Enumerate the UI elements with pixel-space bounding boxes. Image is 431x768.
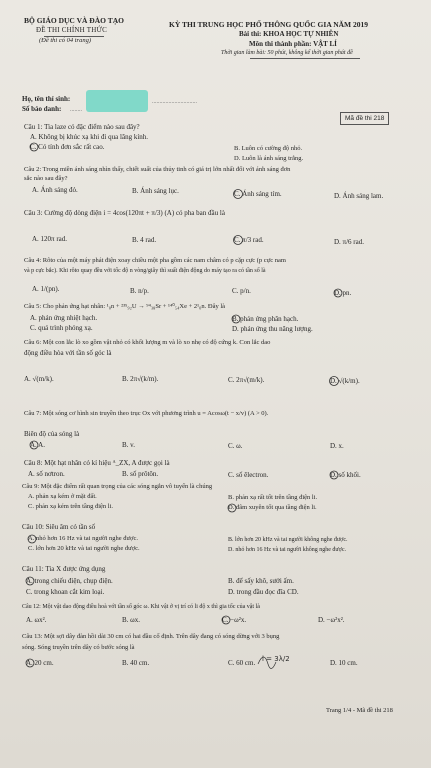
- question-3-option-c: C. π/3 rad.: [234, 236, 264, 244]
- question-4-stem-cont: và p cực bắc). Khi rôto quay đều với tốc độ n vòng/giây thì suất điện động do máy tạo ra có tần số là: [24, 268, 266, 274]
- question-2-stem: Câu 2: Trong miền ánh sáng nhìn thấy, chiết suất của thủy tinh có giá trị lớn nhất đối với ánh sáng đơn: [24, 166, 291, 173]
- ministry-name: BỘ GIÁO DỤC VÀ ĐÀO TẠO: [24, 16, 124, 25]
- question-12-option-a: A. ωx².: [26, 616, 47, 624]
- question-9-stem: Câu 9: Một đặc điểm rất quan trọng của các sóng ngắn vô tuyến là chúng: [22, 483, 213, 490]
- question-6-option-b: B. 2π√(k/m).: [122, 375, 159, 383]
- exam-time: Thời gian làm bài: 50 phút, không kể thời gian phát đề: [221, 50, 353, 56]
- question-9-option-a: A. phản xạ kém ở mặt đất.: [28, 493, 97, 500]
- question-1-option-c: C. Có tính đơn sắc rất cao.: [30, 143, 105, 151]
- question-3-option-a: A. 120π rad.: [32, 235, 68, 243]
- question-5-stem: Câu 5: Cho phản ứng hạt nhân: ¹₀n + ²³⁵₉₂U → ⁹⁴₃₈Sr + ¹⁴⁰₅₄Xe + 2¹₀n. Đây là: [24, 303, 226, 310]
- question-9-option-d: D. đâm xuyên tốt qua tầng điện li.: [228, 504, 317, 511]
- question-10-option-a: A. nhỏ hơn 16 Hz và tai người nghe được.: [28, 535, 138, 542]
- question-6-option-c: C. 2π√(m/k).: [228, 376, 265, 384]
- question-7-stem-cont: Biên độ của sóng là: [24, 430, 80, 438]
- question-12-stem: Câu 12: Một vật dao động điều hoà với tần số góc ω. Khi vật ở vị trí có li độ x thì gia tốc của vật là: [22, 604, 260, 610]
- question-4-option-a: A. 1/(pn).: [32, 285, 60, 293]
- question-7-option-a: A. A.: [30, 441, 45, 449]
- question-8-option-d: D. số khối.: [330, 471, 361, 479]
- question-5-option-c: C. quá trình phóng xạ.: [30, 324, 93, 332]
- candidate-number-label: Số báo danh:: [22, 105, 62, 113]
- question-7-option-b: B. v.: [122, 441, 135, 449]
- question-3-option-d: D. π/6 rad.: [334, 238, 364, 246]
- question-11-option-c: C. trong khoan cắt kim loại.: [26, 588, 105, 596]
- handwritten-note: l = 3λ/2: [262, 655, 290, 663]
- exam-code-box: Mã đề thi 218: [340, 112, 389, 125]
- question-7-stem: Câu 7: Một sóng cơ hình sin truyền theo trục Ox với phương trình u = Acosω(t − x/v) (A > 0).: [24, 410, 269, 417]
- question-8-stem: Câu 8: Một hạt nhân có kí hiệu ᴬ_ZX, A được gọi là: [24, 459, 170, 467]
- question-9-option-b: B. phản xạ rất tốt trên tầng điện li.: [228, 494, 318, 501]
- question-6-stem: Câu 6: Một con lắc lò xo gồm vật nhỏ có khối lượng m và lò xo nhẹ có độ cứng k. Con lắc dao: [24, 339, 271, 346]
- question-5-option-a: A. phản ứng nhiệt hạch.: [30, 314, 98, 322]
- question-4-option-b: B. n/p.: [130, 287, 149, 295]
- question-1-option-b: B. Luôn có cường độ nhỏ.: [234, 145, 303, 152]
- candidate-name-label: Họ, tên thí sinh:: [22, 95, 71, 103]
- question-4-option-d: D. pn.: [334, 289, 352, 297]
- page-count: (Đề thi có 04 trang): [39, 37, 91, 44]
- candidate-dots-2: ..............................: [152, 99, 197, 105]
- question-11-option-d: D. trong đầu đọc đĩa CD.: [228, 588, 299, 596]
- question-10-option-d: D. nhỏ hơn 16 Hz và tai người không nghe được.: [228, 547, 347, 553]
- header-divider-right: [250, 58, 360, 59]
- question-8-option-a: A. số nơtron.: [28, 470, 65, 478]
- question-12-option-d: D. −ω²x².: [318, 616, 345, 624]
- question-13-option-b: B. 40 cm.: [122, 659, 150, 667]
- question-1-option-a: A. Không bị khúc xạ khi đi qua lăng kính.: [30, 133, 149, 141]
- question-10-option-b: B. lớn hơn 20 kHz và tai người không nghe được.: [228, 537, 348, 543]
- question-4-option-c: C. p/n.: [232, 287, 251, 295]
- question-3-option-b: B. 4 rad.: [132, 236, 157, 244]
- question-11-option-a: A. trong chiếu điện, chụp điện.: [26, 577, 113, 585]
- exam-section: Bài thi: KHOA HỌC TỰ NHIÊN: [239, 30, 339, 38]
- question-1-option-d: D. Luôn là ánh sáng trắng.: [234, 155, 304, 162]
- question-11-option-b: B. để sấy khô, sưởi ấm.: [228, 577, 294, 585]
- exam-title: KỲ THI TRUNG HỌC PHỔ THÔNG QUỐC GIA NĂM 2019: [169, 20, 368, 29]
- question-13-option-c: C. 60 cm.: [228, 659, 256, 667]
- question-8-option-b: B. số prôtôn.: [122, 470, 159, 478]
- question-10-stem: Câu 10: Siêu âm có tần số: [22, 523, 96, 531]
- question-4-stem: Câu 4: Rôto của một máy phát điện xoay chiều một pha gồm các nam châm có p cặp cực (p cực nam: [24, 257, 286, 264]
- page-footer: Trang 1/4 - Mã đề thi 218: [326, 707, 393, 714]
- question-12-option-b: B. ωx.: [122, 616, 141, 624]
- question-2-option-d: D. Ánh sáng lam.: [334, 192, 384, 200]
- question-13-option-a: A. 20 cm.: [26, 659, 54, 667]
- question-9-option-c: C. phản xạ kém trên tầng điện li.: [28, 503, 114, 510]
- question-11-stem: Câu 11: Tia X được ứng dụng: [22, 565, 106, 573]
- candidate-dots: ........: [70, 107, 82, 113]
- question-6-option-a: A. √(m/k).: [24, 375, 54, 383]
- question-1-stem: Câu 1: Tia laze có đặc điểm nào sau đây?: [24, 123, 140, 131]
- question-3-stem: Câu 3: Cường độ dòng điện i = 4cos(120πt + π/3) (A) có pha ban đầu là: [24, 209, 225, 217]
- question-5-option-d: D. phản ứng thu năng lượng.: [232, 325, 313, 333]
- question-12-option-c: C. −ω²x.: [222, 616, 247, 624]
- question-5-option-b: B. phản ứng phân hạch.: [232, 315, 299, 323]
- question-8-option-c: C. số êlectron.: [228, 471, 269, 479]
- exam-subject: Môn thi thành phần: VẬT LÍ: [249, 40, 337, 48]
- question-7-option-c: C. ω.: [228, 442, 243, 450]
- question-6-option-d: D. √(k/m).: [330, 377, 360, 385]
- redacted-area: [86, 90, 148, 112]
- question-2-option-c: C. Ánh sáng tím.: [234, 190, 282, 198]
- question-2-option-a: A. Ánh sáng đỏ.: [32, 186, 78, 194]
- question-13-stem: Câu 13: Một sợi dây đàn hồi dài 30 cm có hai đầu cố định. Trên dây đang có sóng dừng với 3 bụng: [22, 633, 280, 640]
- question-10-option-c: C. lớn hơn 20 kHz và tai người nghe được.: [28, 545, 140, 552]
- question-2-stem-cont: sắc nào sau đây?: [24, 175, 68, 182]
- question-6-stem-cont: động điều hòa với tần số góc là: [24, 349, 112, 357]
- official-label: ĐỀ THI CHÍNH THỨC: [36, 26, 107, 34]
- question-13-stem-cont: sóng. Sóng truyền trên dây có bước sóng là: [22, 644, 135, 651]
- question-2-option-b: B. Ánh sáng lục.: [132, 187, 179, 195]
- question-7-option-d: D. x.: [330, 442, 344, 450]
- question-13-option-d: D. 10 cm.: [330, 659, 358, 667]
